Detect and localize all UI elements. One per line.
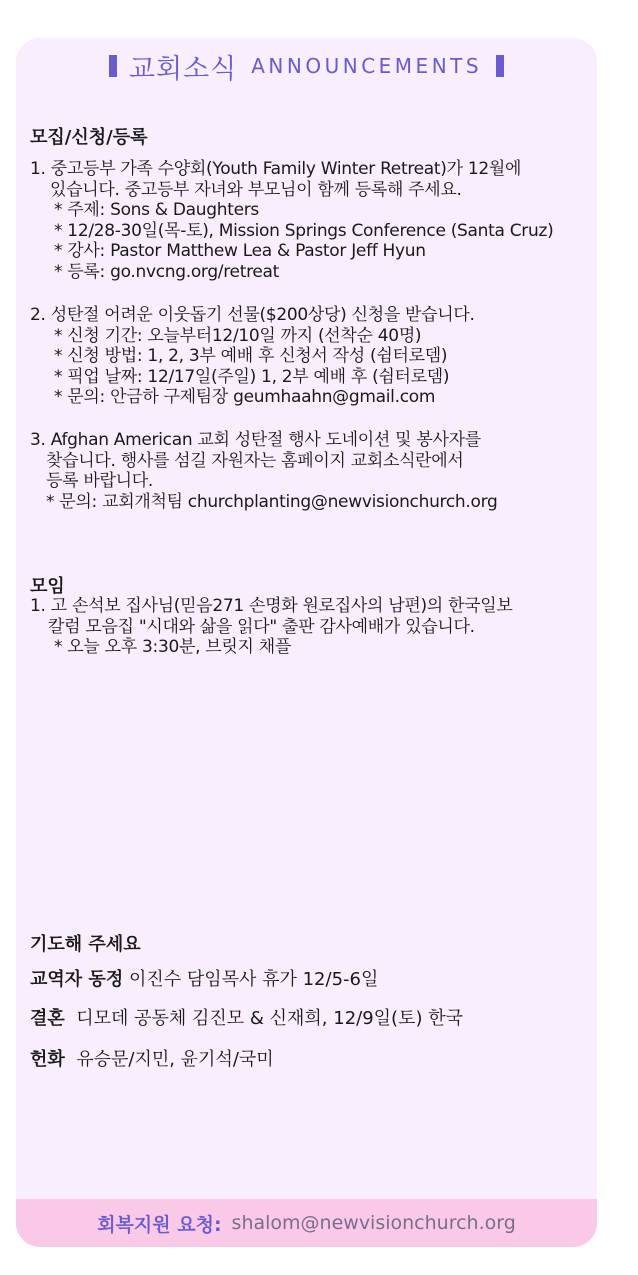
prayer-flower-text: 유승문/지민, 윤기석/국미: [64, 1049, 274, 1070]
item-line: * 문의: 안금하 구제팀장 geumhaahn@gmail.com: [54, 387, 436, 407]
footer-email-link[interactable]: shalom@newvisionchurch.org: [231, 1212, 516, 1234]
item-line: * 픽업 날짜: 12/17일(주일) 1, 2부 예배 후 (쉼터로뎀): [54, 366, 450, 387]
recruit-item-2: [30, 305, 591, 408]
title-english: ANNOUNCEMENTS: [251, 54, 483, 78]
prayer-wedding-text: 디모데 공동체 김진모 & 신재희, 12/9일(토) 한국: [64, 1008, 463, 1029]
recruit-item-1: [30, 159, 591, 282]
prayer-minister-label: 교역자 동정: [30, 969, 124, 990]
prayer-minister: [30, 965, 378, 991]
item-line: 등록 바랍니다.: [46, 471, 153, 491]
prayer-wedding: [30, 1004, 463, 1030]
prayer-flower-label: 헌화: [30, 1049, 65, 1070]
prayer-wedding-label: 결혼: [30, 1008, 65, 1029]
recruit-item-3: [30, 430, 591, 512]
prayer-flower: [30, 1045, 274, 1071]
item-line: 찾습니다. 행사를 섬길 자원자는 홈페이지 교회소식란에서: [46, 450, 464, 471]
recruit-heading: 모집/신청/등록: [30, 127, 148, 148]
item-line: 3. Afghan American 교회 성탄절 행사 도네이션 및 봉사자를: [30, 430, 481, 450]
item-line: * 등록: go.nvcng.org/retreat: [54, 261, 280, 282]
item-line: 칼럼 모음집 "시대와 삶을 읽다" 출판 감사예배가 있습니다.: [48, 616, 475, 637]
prayer-minister-text: 이진수 담임목사 휴가 12/5-6일: [123, 969, 379, 990]
item-line: 1. 중고등부 가족 수양회(Youth Family Winter Retreat)가 12월에: [30, 159, 522, 179]
meeting-item-1: [30, 596, 591, 658]
item-line: 있습니다. 중고등부 자녀와 부모님이 함께 등록해 주세요.: [50, 179, 462, 200]
item-line: * 주제: Sons & Daughters: [54, 200, 259, 220]
item-line: * 12/28-30일(목-토), Mission Springs Conference (Santa Cruz): [54, 220, 554, 241]
item-line: * 문의: 교회개척팀 churchplanting@newvisionchurch.org: [46, 491, 498, 512]
prayer-heading: 기도해 주세요: [30, 934, 141, 955]
item-line: * 신청 방법: 1, 2, 3부 예배 후 신청서 작성 (쉼터로뎀): [54, 346, 448, 366]
item-line: * 강사: Pastor Matthew Lea & Pastor Jeff Hyun: [54, 241, 426, 261]
header-bar-left-icon: [109, 55, 117, 77]
meeting-heading: 모임: [30, 576, 65, 597]
item-line: 1. 고 손석보 집사님(믿음271 손명화 원로집사의 남편)의 한국일보: [30, 596, 513, 616]
item-line: * 오늘 오후 3:30분, 브릿지 채플: [54, 637, 292, 657]
header-bar-right-icon: [496, 55, 504, 77]
announcements-card: [16, 38, 597, 1247]
announcements-header: [16, 44, 597, 88]
item-line: * 신청 기간: 오늘부터12/10일 까지 (선착순 40명): [54, 325, 422, 346]
title-korean: 교회소식: [128, 53, 238, 85]
item-line: 2. 성탄절 어려운 이웃돕기 선물($200상당) 신청을 받습니다.: [30, 305, 475, 325]
footer-label: 회복지원 요청:: [97, 1213, 222, 1236]
footer-banner: [16, 1199, 597, 1247]
